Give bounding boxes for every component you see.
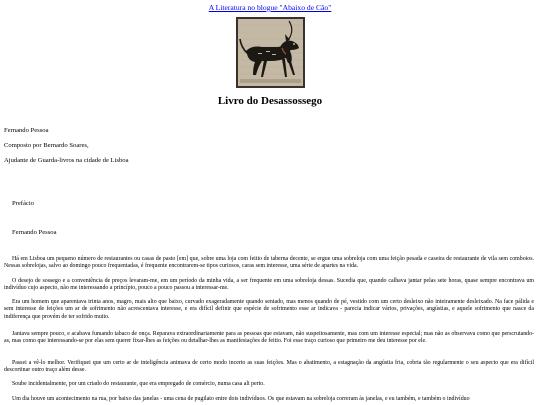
- paragraph-3-text: Era um homem que aparentava trinta anos, magro, mais alto que baixo, curvado exageradamente quando sentado, mas menos quando de pé, vestido com um certo desleixo não inteiramente desleixado. Na face pálida e sem interesse de feições um ar de sofrimento não acrescentava interesse, e era difícil definir que espécie de sofrimento esse ar indicava - parecia indicar vários, privações, angústias, e aquele sofrimento que nasce da indiferença que provém de ter sofrido muito.: [4, 299, 534, 320]
- paragraph-4: [4, 331, 534, 346]
- blog-link[interactable]: A Literatura no blogue "Abaixo de Cão": [208, 3, 332, 12]
- author-name: Fernando Pessoa: [4, 127, 49, 134]
- paragraph-7-text: Um dia houve um acontecimento na rua, por baixo das janelas - uma cena de pugilato entre dois indivíduos. Os que estavam na sobreloja correram às janelas, e eu também, e também o indivíduo: [12, 396, 470, 402]
- preface-author: Fernando Pessoa: [12, 229, 57, 236]
- author-role: Ajudante de Guarda-livros na cidade de Lisboa: [4, 157, 129, 164]
- paragraph-6: [4, 381, 534, 388]
- page-title: Livro do Desassossego: [217, 95, 323, 107]
- paragraph-1: [4, 256, 534, 271]
- paragraph-7: [4, 396, 534, 403]
- paragraph-5-text: Passei a vê-lo melhor. Verifiquei que um certo ar de inteligência animava de certo modo incerto as suas feições. Mas o abatimento, a estagnação da angústia fria, cobria tão regularmente o seu aspecto que era difícil descortinar outro traço além desse.: [4, 360, 534, 374]
- paragraph-1-text: Há em Lisboa um pequeno número de restaurantes ou casas de pasto [em] que, sobre uma loja com feitio de taberna decente, se ergue uma sobreloja com uma feição pesada e caseira de restaurante de vila sem comboios. Nessas sobrelojas, salvo ao domingo pouco frequentadas, é frequente encontrarem-se tipos curiosos, caras sem interesse, uma série de apartes na vida.: [4, 256, 534, 270]
- paragraph-4-text: Jantava sempre pouco, e acabava fumando tabaco de onça. Reparava extraordinariamente para as pessoas que estavam, não suspeitosamente, mas com um interesse especial; mas não as observava como que perscrutando-as, mas como que interessando-se por elas sem querer fixar-lhes as feições ou detalhar-lhes as manifestações de feitio. Foi esse traço curioso que primeiro me deu interesse por ele.: [4, 331, 534, 345]
- paragraph-5: [4, 360, 534, 375]
- paragraph-3: [4, 299, 534, 321]
- cave-canem-mosaic-image: [236, 17, 305, 88]
- paragraph-6-text: Soube incidentalmente, por um criado do restaurante, que era empregado de comércio, numa casa ali perto.: [12, 381, 265, 387]
- composed-by: Composto por Bernardo Soares,: [4, 142, 89, 149]
- preface-heading: Prefácio: [12, 200, 34, 207]
- paragraph-2-text: O desejo de sossego e a conveniência de preços levaram-me, em um período da minha vida, a ser frequente em uma sobreloja dessas. Sucedia que, quando calhava jantar pelas sete horas, quase sempre encontrava um indivíduo cujo aspecto, não me interessando a princípio, pouco a pouco passou a interessar-me.: [4, 278, 534, 292]
- paragraph-2: [4, 278, 534, 293]
